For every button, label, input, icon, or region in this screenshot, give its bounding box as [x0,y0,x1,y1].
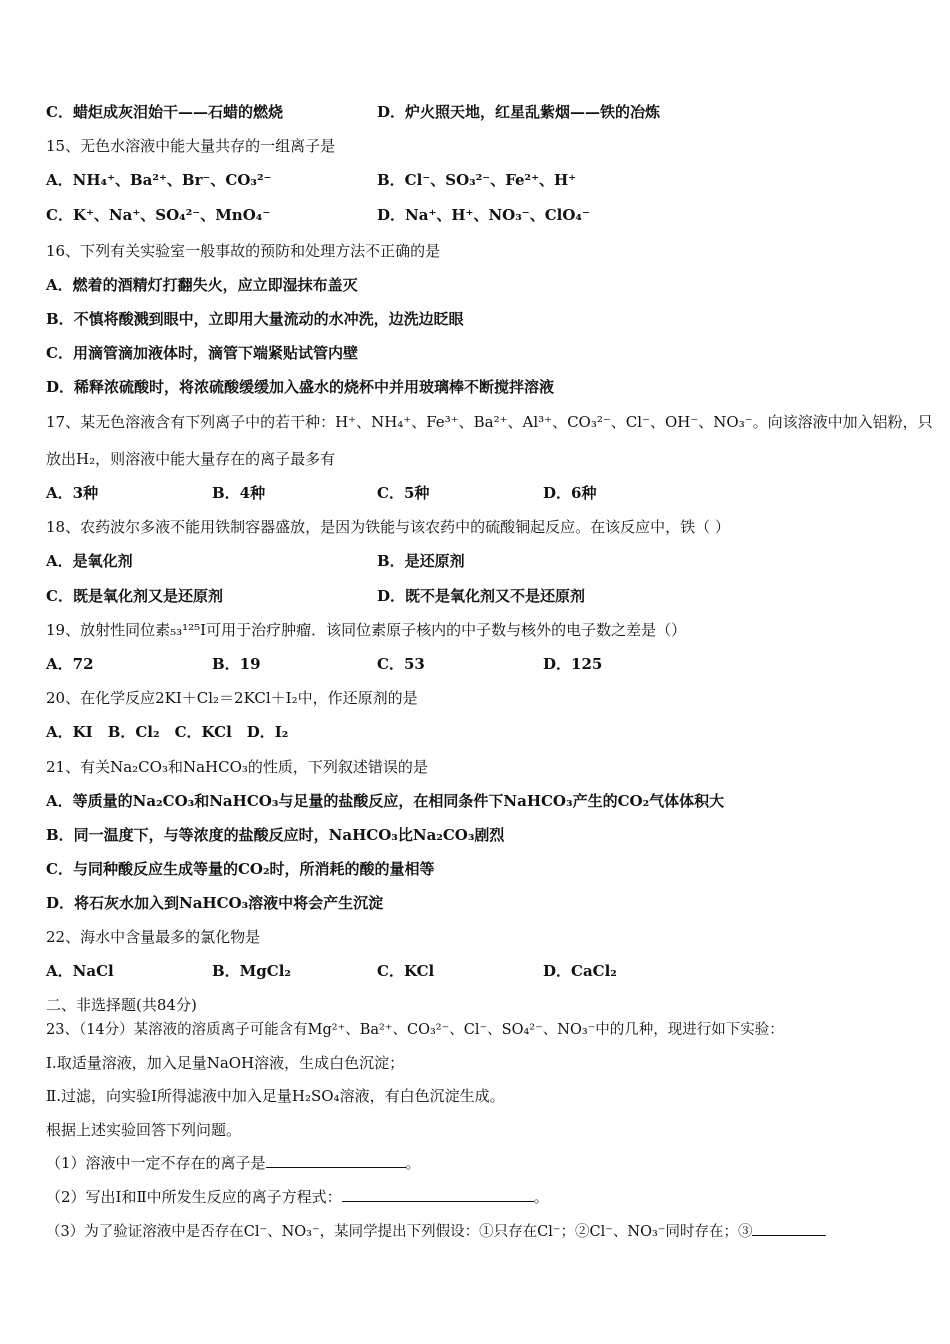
q23-part-3-blank[interactable] [752,1221,826,1236]
q17-stem-cont: 放出H₂，则溶液中能大量存在的离子最多有 [46,450,336,468]
q19-option-c: C．53 [377,655,425,673]
q21-option-c: C．与同种酸反应生成等量的CO₂时，所消耗的酸的量相等 [46,860,435,878]
q18-option-a: A．是氧化剂 [46,552,133,570]
q22-option-b: B．MgCl₂ [212,962,291,980]
q23-part-2-text: （2）写出Ⅰ和Ⅱ中所发生反应的离子方程式： [46,1188,342,1206]
q23-step-1: Ⅰ.取适量溶液，加入足量NaOH溶液，生成白色沉淀； [46,1054,405,1072]
q20-options: A．KI B．Cl₂ C．KCl D．I₂ [46,723,289,741]
q21-option-b: B．同一温度下，与等浓度的盐酸反应时，NaHCO₃比Na₂CO₃剧烈 [46,826,505,844]
q22-option-a: A．NaCl [46,962,114,980]
q23-part-3 [46,1221,826,1242]
q23-part-3-text: （3）为了验证溶液中是否存在Cl⁻、NO₃⁻，某同学提出下列假设：①只存在Cl⁻；②Cl⁻、NO₃⁻同时存在；③ [46,1224,753,1240]
q17-option-c: C．5种 [377,484,430,502]
q23-step-2: Ⅱ.过滤，向实验Ⅰ所得滤液中加入足量H₂SO₄溶液，有白色沉淀生成。 [46,1087,505,1105]
q21-option-a: A．等质量的Na₂CO₃和NaHCO₃与足量的盐酸反应，在相同条件下NaHCO₃产生的CO₂气体体积大 [46,792,725,810]
q17-option-a: A．3种 [46,484,99,502]
q16-option-c: C．用滴管滴加液体时，滴管下端紧贴试管内壁 [46,344,358,362]
q18-stem: 18、农药波尔多液不能用铁制容器盛放，是因为铁能与该农药中的硫酸铜起反应。在该反应中，铁（ ） [46,518,730,536]
q23-stem: 23、（14分）某溶液的溶质离子可能含有Mg²⁺、Ba²⁺、CO₃²⁻、Cl⁻、SO₄²⁻、NO₃⁻中的几种，现进行如下实验： [46,1022,784,1038]
q17-option-d: D．6种 [543,484,597,502]
q20-stem: 20、在化学反应2KI＋Cl₂＝2KCl＋I₂中，作还原剂的是 [46,689,418,707]
q16-option-b: B．不慎将酸溅到眼中，立即用大量流动的水冲洗，边洗边眨眼 [46,310,464,328]
q23-part-2 [46,1187,549,1207]
q19-option-a: A．72 [46,655,94,673]
q15-option-c: C．K⁺、Na⁺、SO₄²⁻、MnO₄⁻ [46,206,271,224]
q16-stem: 16、下列有关实验室一般事故的预防和处理方法不正确的是 [46,242,441,260]
q23-context: 根据上述实验回答下列问题。 [46,1121,242,1139]
q15-option-a: A．NH₄⁺、Ba²⁺、Br⁻、CO₃²⁻ [46,171,272,189]
q22-option-c: C．KCl [377,962,435,980]
q15-stem: 15、无色水溶液中能大量共存的一组离子是 [46,137,336,155]
q15-option-d: D．Na⁺、H⁺、NO₃⁻、ClO₄⁻ [377,206,590,224]
q21-option-d: D．将石灰水加入到NaHCO₃溶液中将会产生沉淀 [46,894,384,912]
q23-part-2-blank[interactable] [342,1187,534,1202]
q23-part-1 [46,1153,421,1173]
q22-stem: 22、海水中含量最多的氯化物是 [46,928,261,946]
q14-option-d: D．炉火照天地，红星乱紫烟——铁的冶炼 [377,103,661,121]
q18-option-c: C．既是氧化剂又是还原剂 [46,587,223,605]
q23-part-1-text: （1）溶液中一定不存在的离子是 [46,1154,266,1172]
q22-option-d: D．CaCl₂ [543,962,617,980]
q18-option-b: B．是还原剂 [377,552,465,570]
q18-option-d: D．既不是氧化剂又不是还原剂 [377,587,586,605]
q21-stem: 21、有关Na₂CO₃和NaHCO₃的性质，下列叙述错误的是 [46,758,428,776]
q17-option-b: B．4种 [212,484,266,502]
q23-part-1-end: 。 [405,1154,421,1172]
q15-option-b: B．Cl⁻、SO₃²⁻、Fe²⁺、H⁺ [377,171,577,189]
q16-option-a: A．燃着的酒精灯打翻失火，应立即湿抹布盖灭 [46,276,358,294]
q17-stem: 17、某无色溶液含有下列离子中的若干种：H⁺、NH₄⁺、Fe³⁺、Ba²⁺、Al³⁺、CO₃²⁻、Cl⁻、OH⁻、NO₃⁻。向该溶液中加入铝粉，只 [46,413,933,431]
q14-option-c: C．蜡炬成灰泪始干——石蜡的燃烧 [46,103,283,121]
q16-option-d: D．稀释浓硫酸时，将浓硫酸缓缓加入盛水的烧杯中并用玻璃棒不断搅拌溶液 [46,378,555,396]
q19-option-b: B．19 [212,655,261,673]
q23-part-1-blank[interactable] [266,1153,406,1168]
section-heading: 二、非选择题(共84分) [46,996,197,1014]
q19-option-d: D．125 [543,655,603,673]
q23-part-2-end: 。 [533,1188,549,1206]
q19-stem: 19、放射性同位素₅₃¹²⁵I可用于治疗肿瘤．该同位素原子核内的中子数与核外的电子数之差是（） [46,621,687,639]
